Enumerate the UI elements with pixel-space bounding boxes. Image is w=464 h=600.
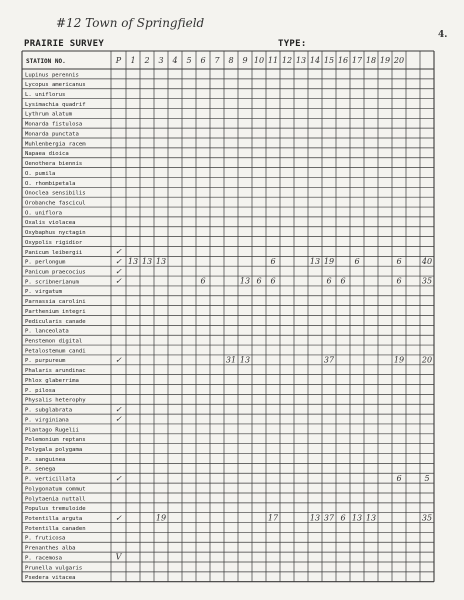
column-header: P bbox=[115, 56, 122, 65]
species-name: Panicum praecocius bbox=[25, 269, 86, 276]
species-name: Polytaenia nuttall bbox=[25, 496, 86, 503]
species-name: Parthenium integri bbox=[25, 308, 86, 315]
species-name: Polygonatum commut bbox=[25, 486, 86, 493]
survey-entry: ✓ bbox=[115, 404, 122, 414]
survey-entry: 6 bbox=[270, 276, 276, 286]
species-name: Muhlenbergia racem bbox=[25, 141, 86, 148]
column-header: 8 bbox=[228, 56, 234, 65]
column-header: 6 bbox=[200, 56, 206, 65]
column-header: 5 bbox=[186, 56, 192, 65]
species-name: Lysimachia quadrif bbox=[25, 101, 86, 108]
survey-entry: 13 bbox=[141, 256, 153, 266]
survey-entry: 19 bbox=[323, 256, 335, 266]
survey-entry: 13 bbox=[239, 276, 251, 286]
handwritten-title: #12 Town of Springfield bbox=[56, 16, 205, 30]
species-name: Phlox glaberrima bbox=[25, 377, 79, 384]
survey-entry: 31 bbox=[225, 355, 237, 365]
species-name: P. lanceolata bbox=[25, 328, 69, 335]
survey-entry: 6 bbox=[270, 256, 276, 266]
survey-entry: 13 bbox=[365, 513, 377, 523]
species-name: Oxybaphus nyctagin bbox=[25, 230, 86, 237]
species-name: Plantago Rugelii bbox=[25, 427, 79, 434]
survey-entry: 40 bbox=[421, 256, 433, 266]
survey-entry: ✓ bbox=[115, 473, 122, 483]
survey-entry: 6 bbox=[340, 513, 346, 523]
species-name: P. senega bbox=[25, 466, 56, 473]
survey-entry: 6 bbox=[396, 473, 402, 483]
survey-entry: 6 bbox=[396, 256, 402, 266]
page-number-mark: 4. bbox=[438, 30, 448, 40]
survey-entry: V bbox=[115, 552, 122, 562]
survey-entry: ✓ bbox=[115, 266, 122, 276]
survey-entry: 6 bbox=[340, 276, 346, 286]
column-header: 2 bbox=[144, 56, 150, 65]
column-header: 13 bbox=[295, 56, 307, 65]
species-name: P. virginiana bbox=[25, 417, 69, 424]
column-header: 16 bbox=[337, 56, 349, 65]
column-header: 9 bbox=[242, 56, 248, 65]
survey-entry: 13 bbox=[239, 355, 251, 365]
survey-entry: 35 bbox=[421, 276, 433, 286]
survey-entry: 19 bbox=[155, 513, 167, 523]
column-header: 1 bbox=[130, 56, 136, 65]
survey-entry: ✓ bbox=[115, 256, 122, 266]
species-name: O. pumila bbox=[25, 170, 56, 177]
type-label: TYPE: bbox=[278, 39, 307, 49]
species-name: P. subglabrata bbox=[25, 407, 73, 414]
species-name: Petalostemum candi bbox=[25, 348, 86, 355]
species-name: Prenanthes alba bbox=[25, 545, 76, 552]
survey-entry: 35 bbox=[421, 513, 433, 523]
survey-entry: 5 bbox=[424, 473, 430, 483]
species-name: Onoclea sensibilis bbox=[25, 190, 86, 197]
species-name: Panicum leibergii bbox=[25, 249, 83, 256]
survey-entry: 13 bbox=[309, 256, 321, 266]
survey-entry: 6 bbox=[396, 276, 402, 286]
species-name: P. racemosa bbox=[25, 555, 63, 562]
column-header: 17 bbox=[351, 56, 363, 65]
survey-entry: 19 bbox=[393, 355, 405, 365]
column-header: 7 bbox=[214, 56, 220, 65]
column-header: 10 bbox=[253, 56, 265, 65]
species-name: Lythrum alatum bbox=[25, 111, 73, 118]
survey-entry: 6 bbox=[326, 276, 332, 286]
survey-entry: 13 bbox=[309, 513, 321, 523]
species-name: O. uniflora bbox=[25, 210, 63, 217]
column-header: 14 bbox=[309, 56, 321, 65]
survey-entry: 17 bbox=[267, 513, 279, 523]
species-name: P. fruticosa bbox=[25, 535, 66, 542]
species-name: Phalaris arundinac bbox=[25, 368, 86, 375]
survey-entry: ✓ bbox=[115, 513, 122, 523]
column-header: 11 bbox=[267, 56, 279, 65]
column-header: 4 bbox=[172, 56, 178, 65]
survey-entry: 20 bbox=[421, 355, 433, 365]
species-name: P. pilosa bbox=[25, 387, 56, 394]
species-name: P. perlongum bbox=[25, 259, 66, 266]
species-name: Pedicularis canade bbox=[25, 318, 86, 325]
species-name: Polemonium reptans bbox=[25, 437, 86, 444]
species-name: Prunella vulgaris bbox=[25, 565, 83, 572]
survey-entry: 6 bbox=[354, 256, 360, 266]
survey-entry: ✓ bbox=[115, 414, 122, 424]
species-name: O. rhombipetala bbox=[25, 180, 76, 187]
species-name: P. verticillata bbox=[25, 476, 76, 483]
column-header: 18 bbox=[365, 56, 377, 65]
survey-entry: 6 bbox=[200, 276, 206, 286]
species-name: Oenothera biennis bbox=[25, 161, 83, 168]
species-name: L. uniflorus bbox=[25, 92, 66, 99]
survey-entry: 13 bbox=[155, 256, 167, 266]
species-name: Orobanche fascicul bbox=[25, 200, 86, 207]
survey-entry: 6 bbox=[256, 276, 262, 286]
species-name: P. purpureum bbox=[25, 358, 66, 365]
species-name: Lycopus americanus bbox=[25, 82, 86, 89]
column-header: 12 bbox=[281, 56, 293, 65]
survey-entry: 37 bbox=[323, 355, 335, 365]
survey-entry: 37 bbox=[323, 513, 335, 523]
species-name: Psedera vitacea bbox=[25, 575, 76, 582]
species-name: Potentilla arguta bbox=[25, 516, 83, 522]
species-name: Lupinus perennis bbox=[25, 72, 79, 79]
column-header: 20 bbox=[393, 56, 405, 65]
species-name: Monarda fistulosa bbox=[25, 121, 83, 128]
column-header: 19 bbox=[379, 56, 391, 65]
species-name: Potentilla canaden bbox=[25, 525, 86, 532]
station-label: STATION NO. bbox=[26, 58, 66, 65]
column-header: 15 bbox=[323, 56, 335, 65]
survey-entry: ✓ bbox=[115, 276, 122, 286]
survey-title: PRAIRIE SURVEY bbox=[24, 39, 105, 49]
column-header: 3 bbox=[158, 56, 164, 65]
species-name: Populus tremuloide bbox=[25, 506, 86, 513]
species-name: Napaea dioica bbox=[25, 151, 69, 158]
species-name: Parnassia carolini bbox=[25, 299, 86, 306]
survey-entry: 13 bbox=[351, 513, 363, 523]
species-name: P. sanguinea bbox=[25, 456, 66, 463]
species-name: Physalis heterophy bbox=[25, 397, 86, 404]
species-name: P. virgatum bbox=[25, 289, 63, 296]
species-name: Oxalis violacea bbox=[25, 220, 76, 227]
species-name: Oxypolis rigidior bbox=[25, 239, 83, 246]
species-name: P. scribnerianum bbox=[25, 279, 79, 286]
survey-entry: ✓ bbox=[115, 247, 122, 257]
survey-entry: ✓ bbox=[115, 355, 122, 365]
survey-entry: 13 bbox=[127, 256, 139, 266]
species-name: Monarda punctata bbox=[25, 131, 79, 138]
species-name: Polygala polygama bbox=[25, 446, 83, 453]
species-name: Penstemon digital bbox=[25, 338, 83, 345]
